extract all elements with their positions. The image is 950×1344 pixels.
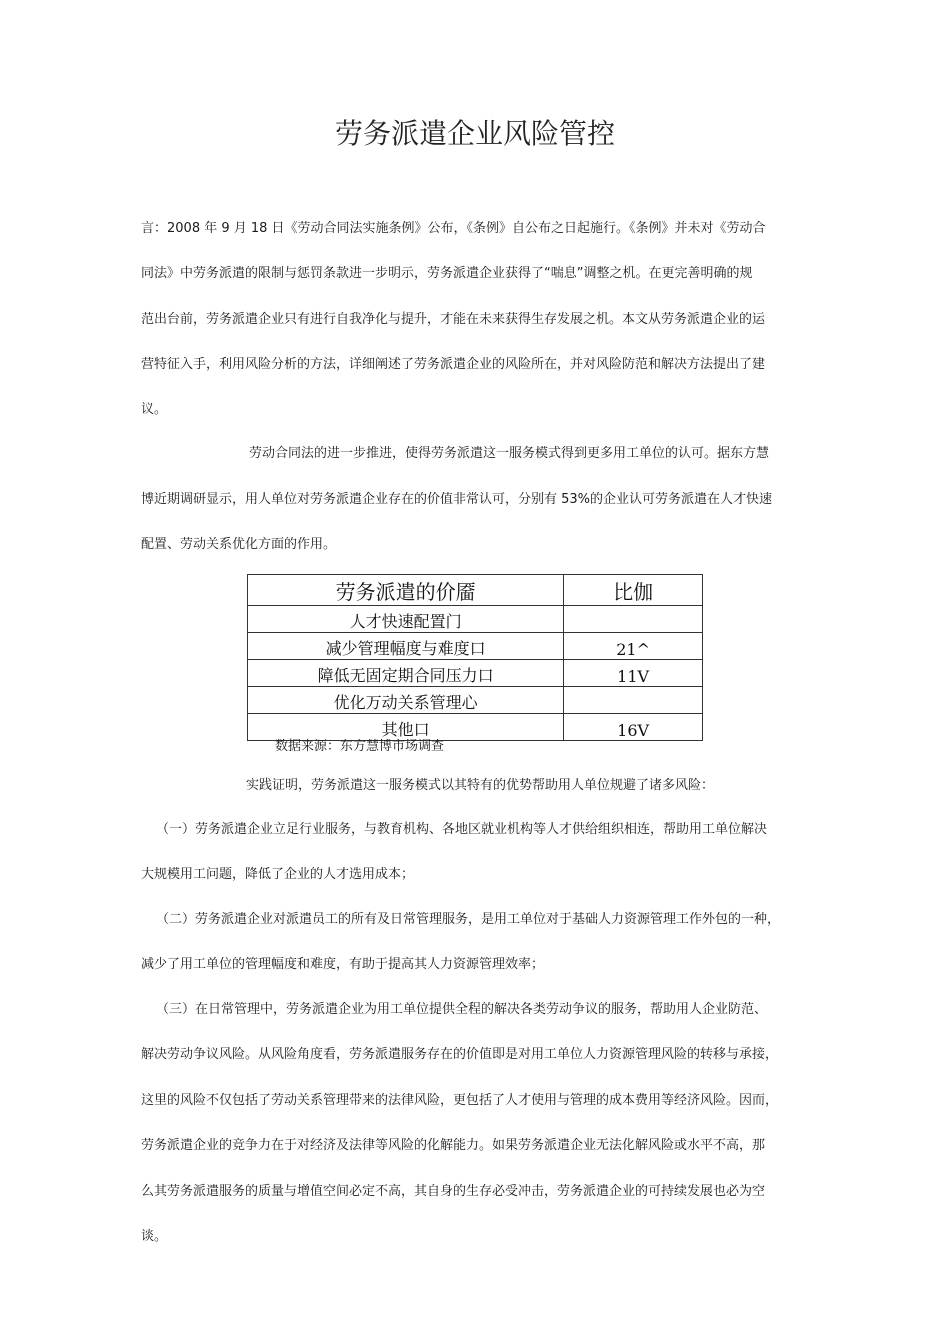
body-line: 么其劳务派遣服务的质量与增值空间必定不高，其自身的生存必受冲击，劳务派遣企业的可持续发展也必为空 <box>141 1184 766 1199</box>
body-line: （一）劳务派遣企业立足行业服务，与教育机构、各地区就业机构等人才供给组织相连，帮助用工单位解决 <box>156 822 768 837</box>
intro-line: 范出台前，劳务派遣企业只有进行自我净化与提升，才能在未来获得生存发展之机。本文从劳务派遣企业的运 <box>141 312 766 327</box>
table-header-cell: 劳务派遣的价靥 <box>248 575 564 606</box>
table-cell: 减少管理幅度与难度口 <box>248 633 564 660</box>
intro-line: 言：2008 年 9 月 18 日《劳动合同法实施条例》公布，《条例》自公布之日起施行。《条例》并未对《劳动合 <box>141 221 766 236</box>
body-line: 劳务派遣企业的竞争力在于对经济及法律等风险的化解能力。如果劳务派遣企业无法化解风险或水平不高，那 <box>141 1138 766 1153</box>
paragraph-line: 博近期调研显示，用人单位对劳务派遣企业存在的价值非常认可，分别有 53%的企业认可劳务派遣在人才快速 <box>141 492 773 507</box>
table-source-note: 数据来源：东方慧博市场调查 <box>275 739 445 754</box>
table-cell <box>564 687 703 714</box>
value-table <box>247 574 703 741</box>
table-cell: 21^ <box>564 633 703 660</box>
table-cell: 11V <box>564 660 703 687</box>
body-line: （三）在日常管理中，劳务派遣企业为用工单位提供全程的解决各类劳动争议的服务，帮助用人企业防范、 <box>156 1002 768 1017</box>
table-header-cell: 比伽 <box>564 575 703 606</box>
body-line: 实践证明，劳务派遣这一服务模式以其特有的优势帮助用人单位规避了诸多风险： <box>246 778 715 793</box>
table-row <box>248 633 703 660</box>
intro-line: 营特征入手，利用风险分析的方法，详细阐述了劳务派遣企业的风险所在，并对风险防范和解决方法提出了建 <box>141 357 766 372</box>
table-cell: 障低无固定期合同压力口 <box>248 660 564 687</box>
table-cell <box>564 606 703 633</box>
table-row <box>248 606 703 633</box>
intro-line: 议。 <box>141 402 168 417</box>
table-row <box>248 660 703 687</box>
document-title: 劳务派遣企业风险管控 <box>334 117 615 150</box>
body-line: 大规模用工问题，降低了企业的人才选用成本； <box>141 867 415 882</box>
table-row <box>248 714 703 741</box>
paragraph-line: 配置、劳动关系优化方面的作用。 <box>141 537 337 552</box>
table-cell: 优化万动关系管理心 <box>248 687 564 714</box>
body-line: 这里的风险不仅包括了劳动关系管理带来的法律风险，更包括了人才使用与管理的成本费用等经济风险。因而， <box>141 1093 779 1108</box>
table-cell: 16V <box>564 714 703 741</box>
paragraph-line: 劳动合同法的进一步推进，使得劳务派遣这一服务模式得到更多用工单位的认可。据东方慧 <box>249 446 770 461</box>
body-line: 减少了用工单位的管理幅度和难度，有助于提高其人力资源管理效率； <box>141 957 545 972</box>
body-line: 解决劳动争议风险。从风险角度看，劳务派遣服务存在的价值即是对用工单位人力资源管理风险的转移与承接， <box>141 1047 779 1062</box>
table-cell: 其他口 <box>248 714 564 741</box>
body-line: （二）劳务派遣企业对派遣员工的所有及日常管理服务，是用工单位对于基础人力资源管理工作外包的一种， <box>156 912 781 927</box>
intro-line: 同法》中劳务派遣的限制与惩罚条款进一步明示，劳务派遣企业获得了“喘息”调整之机。在更完善明确的规 <box>141 266 753 281</box>
table-header-row <box>248 575 703 606</box>
table-row <box>248 687 703 714</box>
body-line: 谈。 <box>141 1229 168 1244</box>
table-cell: 人才快速配置门 <box>248 606 564 633</box>
